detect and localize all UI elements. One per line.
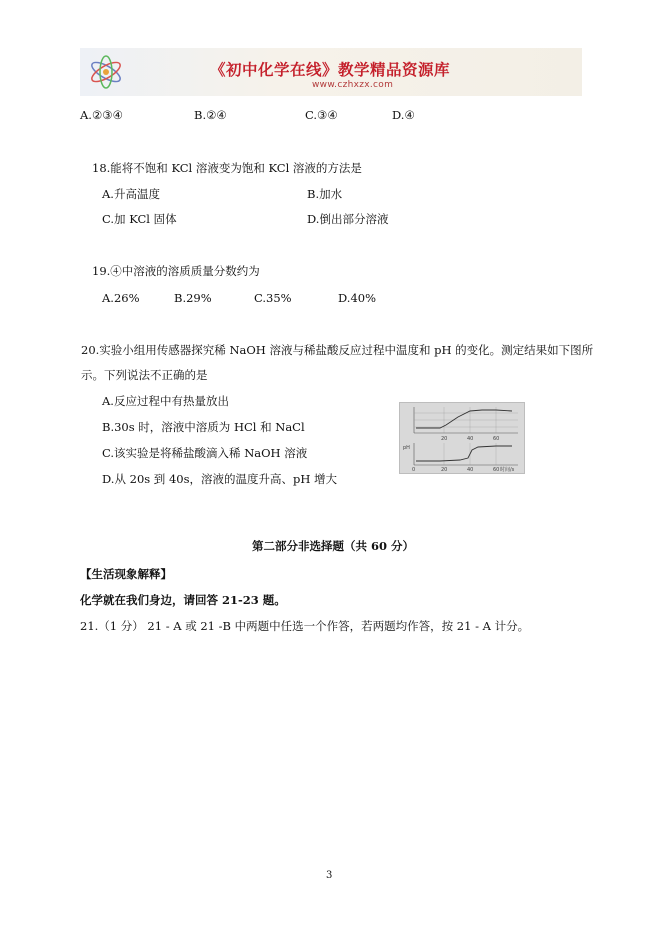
q19-option-b: B.29% — [174, 291, 212, 305]
q20-option-d: D.从 20s 到 40s，溶液的温度升高、pH 增大 — [102, 472, 338, 486]
q20-option-c: C.该实验是将稀盐酸滴入稀 NaOH 溶液 — [102, 446, 308, 460]
q19-stem: 19.④中溶液的溶质质量分数约为 — [92, 264, 260, 278]
q20-option-a: A.反应过程中有热量放出 — [102, 394, 229, 408]
q19-option-c: C.35% — [254, 291, 292, 305]
q20-stem-line1: 20.实验小组用传感器探究稀 NaOH 溶液与稀盐酸反应过程中温度和 pH 的变化。测定结果如下图所 — [81, 343, 594, 357]
ph-axis-label: pH — [403, 445, 410, 451]
part2-title: 第二部分非选择题（共 60 分） — [252, 539, 415, 553]
q19-option-d: D.40% — [338, 291, 377, 305]
q17-option-b: B.②④ — [194, 108, 227, 122]
q18-option-c: C.加 KCl 固体 — [102, 212, 177, 226]
bottom-tick-60: 60 — [493, 467, 500, 473]
part2-section-heading: 【生活现象解释】 — [80, 567, 172, 581]
q17-option-d: D.④ — [392, 108, 415, 122]
bottom-tick-0: 0 — [412, 467, 416, 473]
logo-icon — [86, 52, 126, 92]
q19-option-a: A.26% — [102, 291, 140, 305]
page-number: 3 — [326, 870, 333, 881]
q18-option-a: A.升高温度 — [102, 187, 160, 201]
temperature-ph-figure — [399, 402, 525, 474]
header-url: www.czhxzx.com — [312, 80, 394, 90]
time-axis-label: 时间/s — [500, 467, 515, 473]
part2-intro: 化学就在我们身边，请回答 21-23 题。 — [80, 593, 286, 607]
q18-option-b: B.加水 — [307, 187, 343, 201]
q18-stem: 18.能将不饱和 KCl 溶液变为饱和 KCl 溶液的方法是 — [92, 161, 362, 175]
q17-option-a: A.②③④ — [80, 108, 123, 122]
q18-option-d: D.倒出部分溶液 — [307, 212, 389, 226]
top-tick-20: 20 — [441, 436, 448, 442]
bottom-tick-20: 20 — [441, 467, 448, 473]
q21-text: 21.（1 分） 21 - A 或 21 -B 中两题中任选一个作答，若两题均作答，按 21 - A 计分。 — [80, 619, 530, 633]
q20-option-b: B.30s 时，溶液中溶质为 HCl 和 NaCl — [102, 420, 305, 434]
header-banner — [80, 48, 582, 96]
top-tick-60: 60 — [493, 436, 500, 442]
q17-option-c: C.③④ — [305, 108, 338, 122]
top-tick-40: 40 — [467, 436, 474, 442]
header-title: 《初中化学在线》教学精品资源库 — [210, 61, 451, 79]
q20-stem-line2: 示。下列说法不正确的是 — [81, 368, 208, 382]
bottom-tick-40: 40 — [467, 467, 474, 473]
